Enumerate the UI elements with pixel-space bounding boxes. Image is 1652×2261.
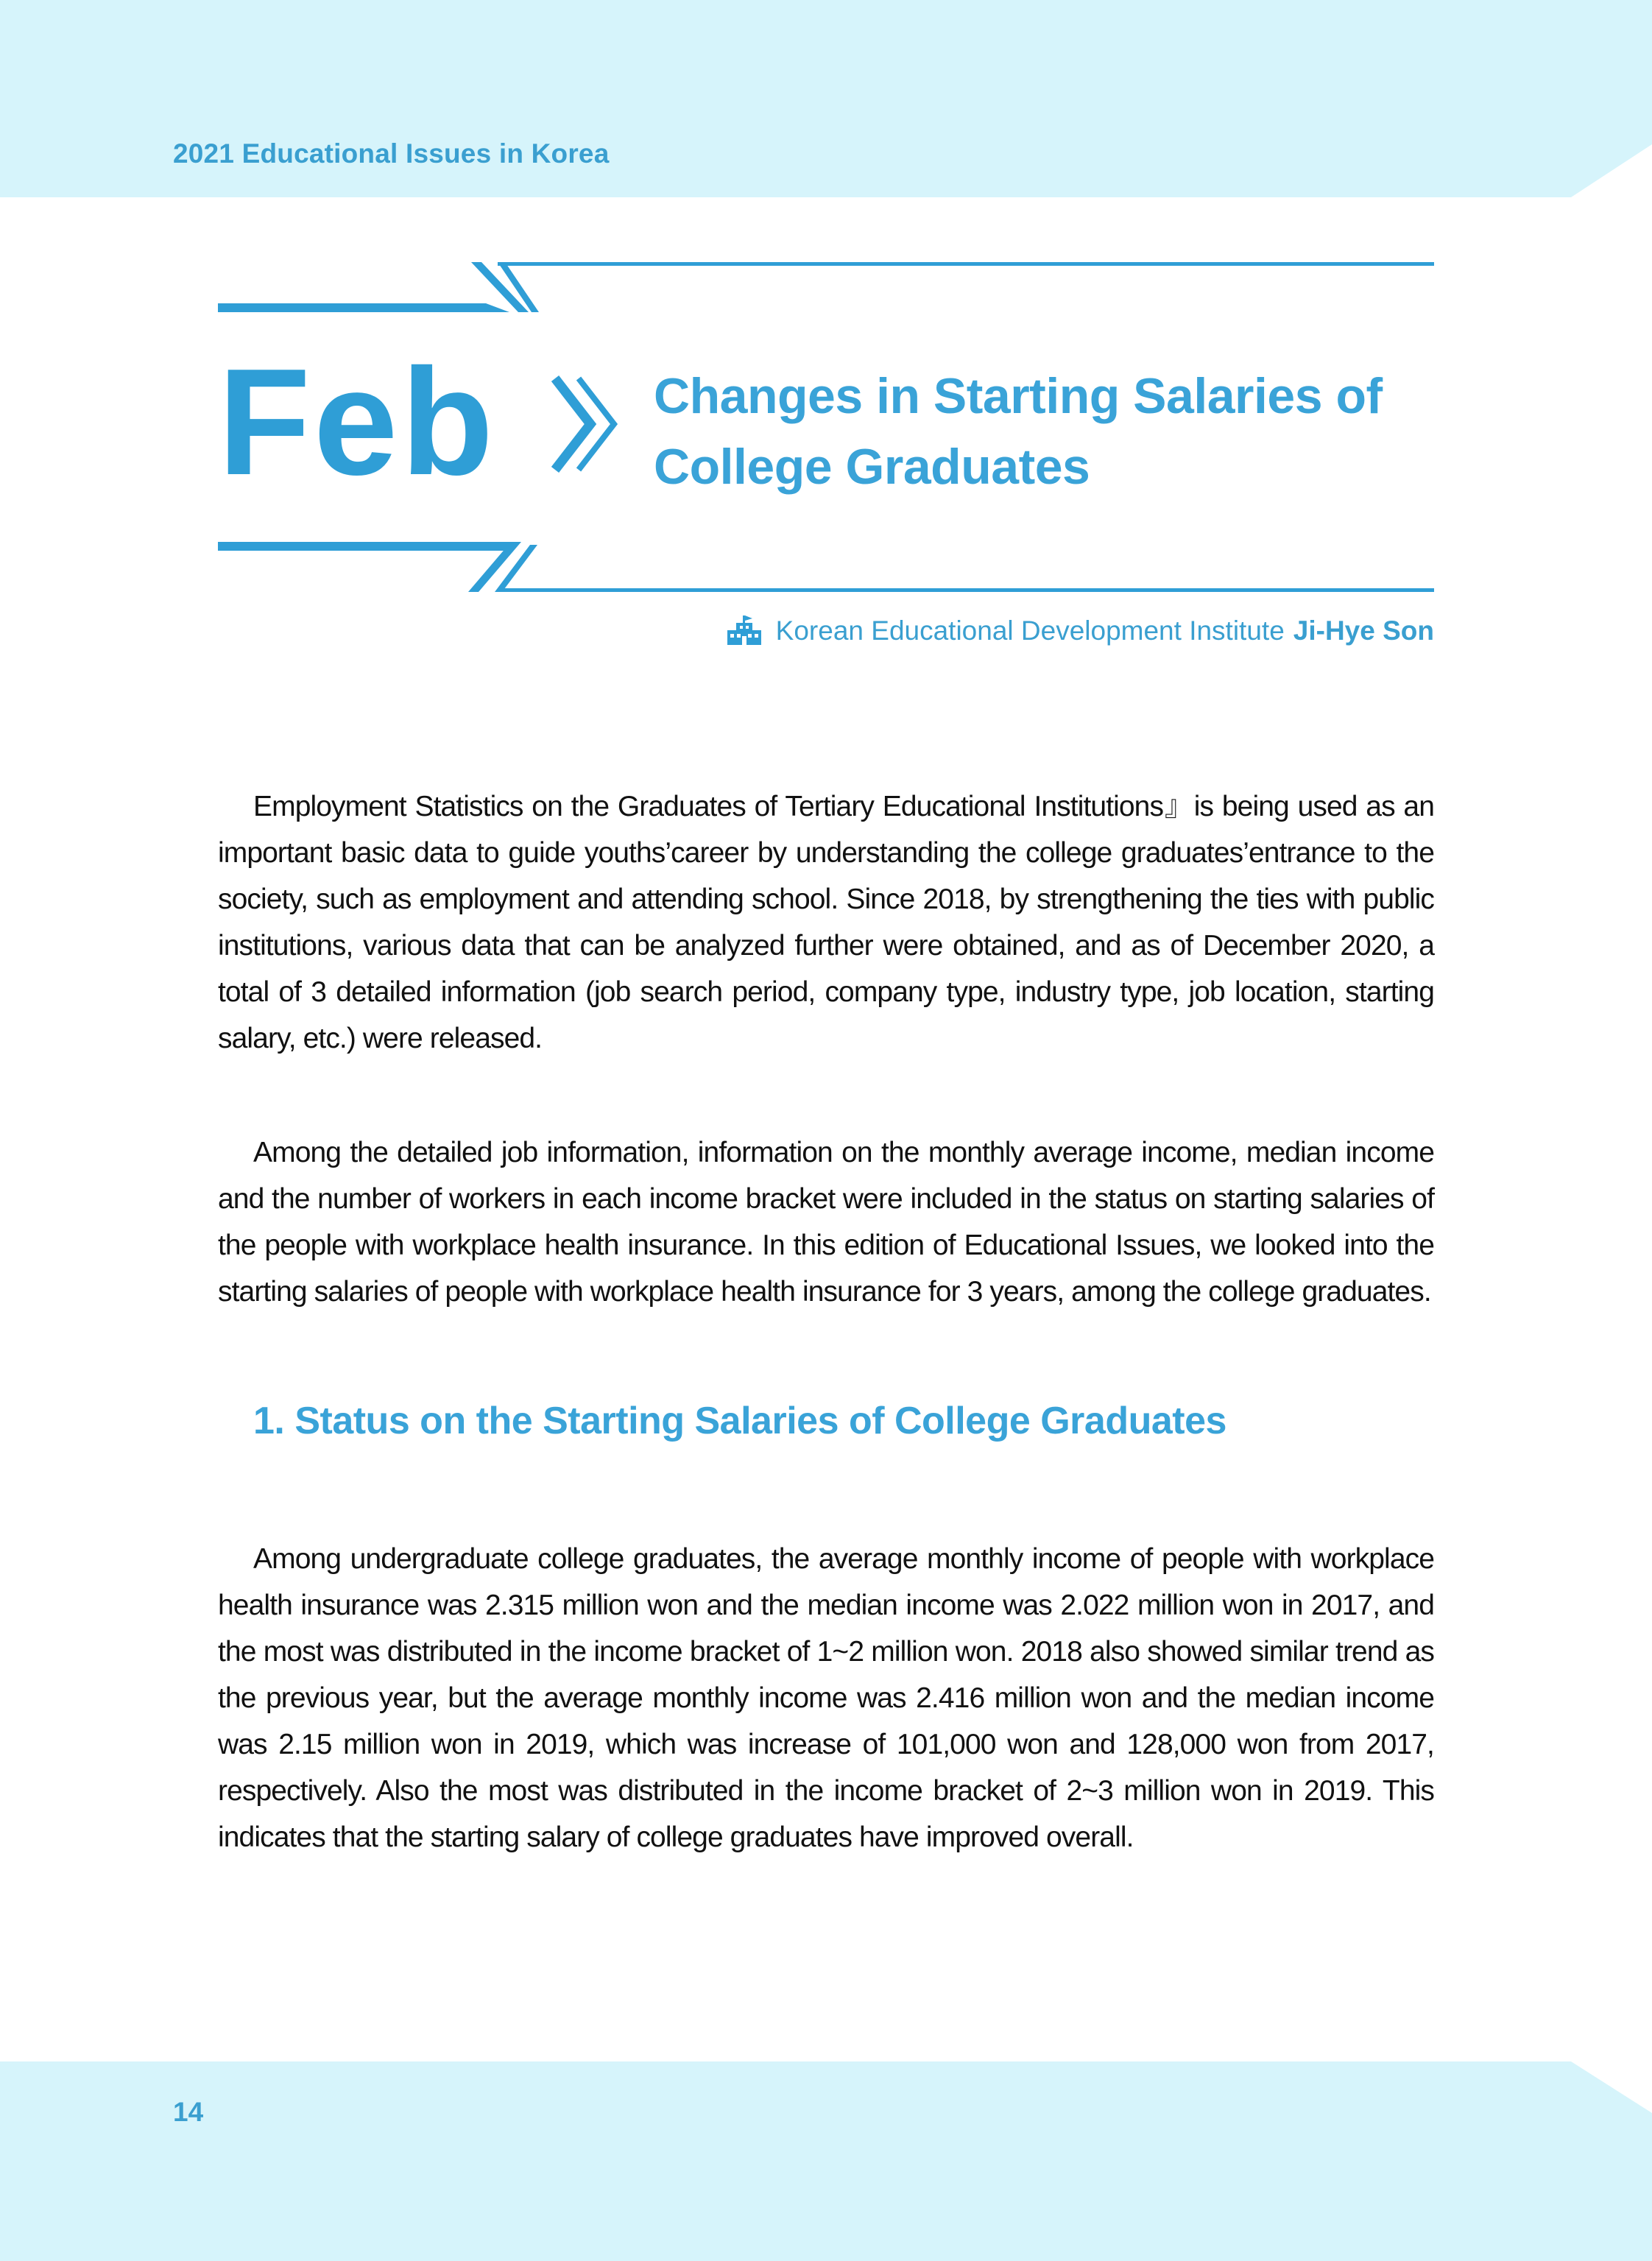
running-head: 2021 Educational Issues in Korea (173, 138, 610, 169)
title-frame-rules (0, 0, 1652, 663)
byline-institute: Korean Educational Development Institute (775, 615, 1285, 646)
institute-building-icon (726, 615, 763, 646)
byline-author: Ji-Hye Son (1293, 615, 1434, 646)
chevron-right-icon (545, 368, 626, 479)
article-title-line1: Changes in Starting Salaries of (654, 368, 1383, 424)
article-title-line2: College Graduates (654, 439, 1090, 495)
body-paragraph-2: Among the detailed job information, information on the monthly average income, median income and the number of workers in each income bracket were included in the status on starting salaries of the people with workplace health insurance. In this edition of Educational Issues, we looked into the starting salaries of people with workplace health insurance for 3 years, among the college graduates. (218, 1137, 1434, 1308)
section-heading-1: 1. Status on the Starting Salaries of College Graduates (253, 1400, 1226, 1442)
body-paragraph-3: Among undergraduate college graduates, the average monthly income of people with workplace health insurance was 2.315 million won and the median income was 2.022 million won in 2017, and the most was distributed in the income bracket of 1~2 million won. 2018 also showed similar trend as the previous year, but the average monthly income was 2.416 million won and the median income was 2.15 million won in 2019, which was increase of 101,000 won and 128,000 won from 2017, respectively. Also the most was distributed in the income bracket of 2~3 million won in 2019. This indicates that the starting salary of college graduates have improved overall. (218, 1543, 1434, 1853)
page-number: 14 (173, 2097, 204, 2127)
month-label: Feb (218, 337, 497, 507)
footer-band (0, 2061, 1652, 2261)
article-title (654, 361, 1449, 502)
body-paragraph-1: Employment Statistics on the Graduates of Tertiary Educational Institutions』is being used as an important basic data to guide youths’career by understanding the college graduates’entrance to the society, such as employment and attending school. Since 2018, by strengthening the ties with public institutions, various data that can be analyzed further were obtained, and as of December 2020, a total of 3 detailed information (job search period, company type, industry type, job location, starting salary, etc.) were released. (218, 791, 1434, 1054)
byline (726, 615, 1434, 646)
